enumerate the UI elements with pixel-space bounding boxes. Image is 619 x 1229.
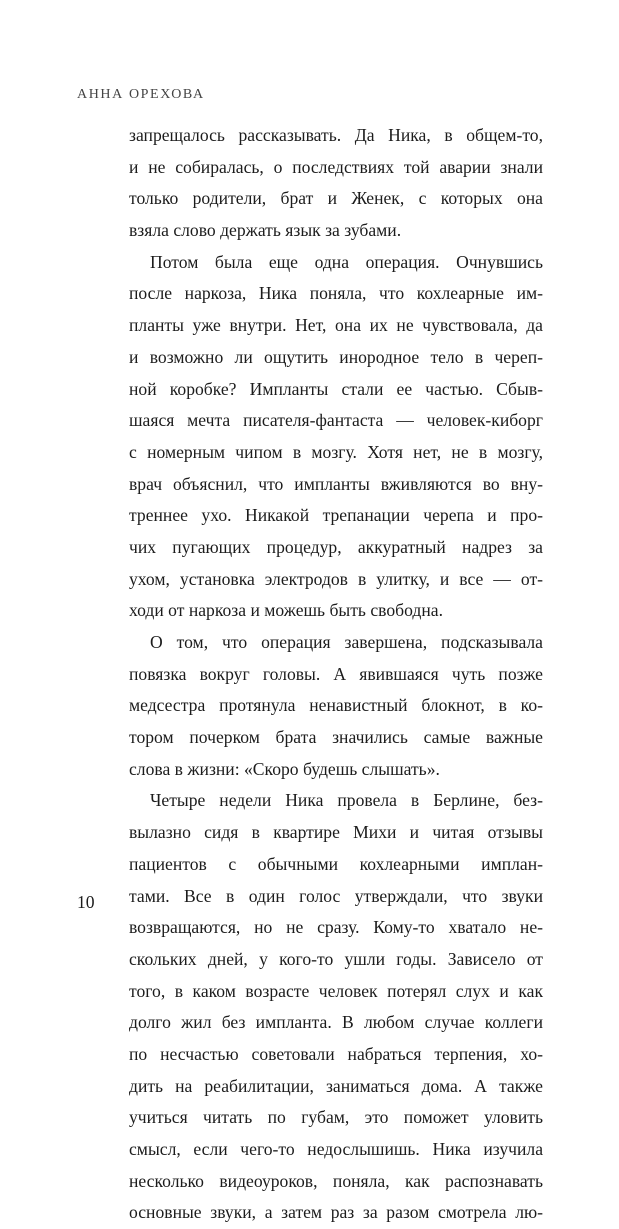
text-line: по несчастью советовали набраться терпения, хо- (129, 1043, 543, 1064)
text-line: и не собиралась, о последствиях той аварии знали (129, 156, 543, 177)
text-line: О том, что операция завершена, подсказывала (150, 632, 543, 652)
text-line: шаяся мечта писателя-фантаста — человек-киборг (129, 410, 543, 431)
text-line: ной коробке? Импланты стали ее частью. Сбыв- (129, 378, 543, 399)
text-line: вылазно сидя в квартире Михи и читая отзывы (129, 822, 543, 843)
text-line: ходи от наркоза и можешь быть свободна. (129, 600, 443, 621)
text-line: дить на реабилитации, заниматься дома. А также (129, 1075, 543, 1096)
text-line: слова в жизни: «Скоро будешь слышать». (129, 758, 440, 779)
text-line: медсестра протянула ненавистный блокнот, в ко- (129, 695, 543, 716)
text-line: смысл, если чего-то недослышишь. Ника изучила (129, 1139, 543, 1159)
running-head: АННА ОРЕХОВА (77, 87, 205, 102)
text-line: только родители, брат и Женек, с которых она (129, 188, 543, 209)
text-line: долго жил без импланта. В любом случае коллеги (129, 1012, 543, 1033)
text-line: Четыре недели Ника провела в Берлине, без- (150, 790, 543, 811)
text-line: взяла слово держать язык за зубами. (129, 220, 402, 241)
text-line: ухом, установка электродов в улитку, и все — от- (129, 568, 543, 589)
text-line: учиться читать по губам, это поможет уловить (129, 1107, 543, 1128)
text-line: планты уже внутри. Нет, она их не чувствовала, да (129, 315, 543, 336)
text-line: после наркоза, Ника поняла, что кохлеарные им- (129, 283, 543, 304)
text-line: Потом была еще одна операция. Очнувшись (150, 251, 543, 272)
text-line: несколько видеоуроков, поняла, как распознавать (129, 1170, 543, 1191)
text-line: с номерным чипом в мозгу. Хотя нет, не в мозгу, (129, 441, 543, 462)
text-line: повязка вокруг головы. А явившаяся чуть позже (129, 663, 543, 684)
text-line: запрещалось рассказывать. Да Ника, в общем-то, (129, 125, 543, 145)
body-text (129, 120, 543, 1229)
text-line: пациентов с обычными кохлеарными имплан- (129, 853, 543, 874)
text-line: возвращаются, но не сразу. Кому-то хватало не- (129, 917, 543, 938)
text-line: основные звуки, а затем раз за разом смотрела лю- (129, 1202, 543, 1223)
text-line: чих пугающих процедур, аккуратный надрез за (129, 536, 543, 557)
text-line: и возможно ли ощутить инородное тело в череп- (129, 346, 543, 367)
text-line: тами. Все в один голос утверждали, что звуки (129, 885, 543, 906)
text-line: врач объяснил, что импланты вживляются во вну- (129, 473, 543, 494)
text-line: того, в каком возрасте человек потерял слух и как (129, 980, 543, 1001)
page-number: 10 (77, 892, 95, 912)
text-line: тором почерком брата значились самые важные (129, 727, 543, 748)
text-line: скольких дней, у кого-то ушли годы. Зависело от (129, 948, 543, 969)
text-line: треннее ухо. Никакой трепанации черепа и про- (129, 505, 543, 526)
